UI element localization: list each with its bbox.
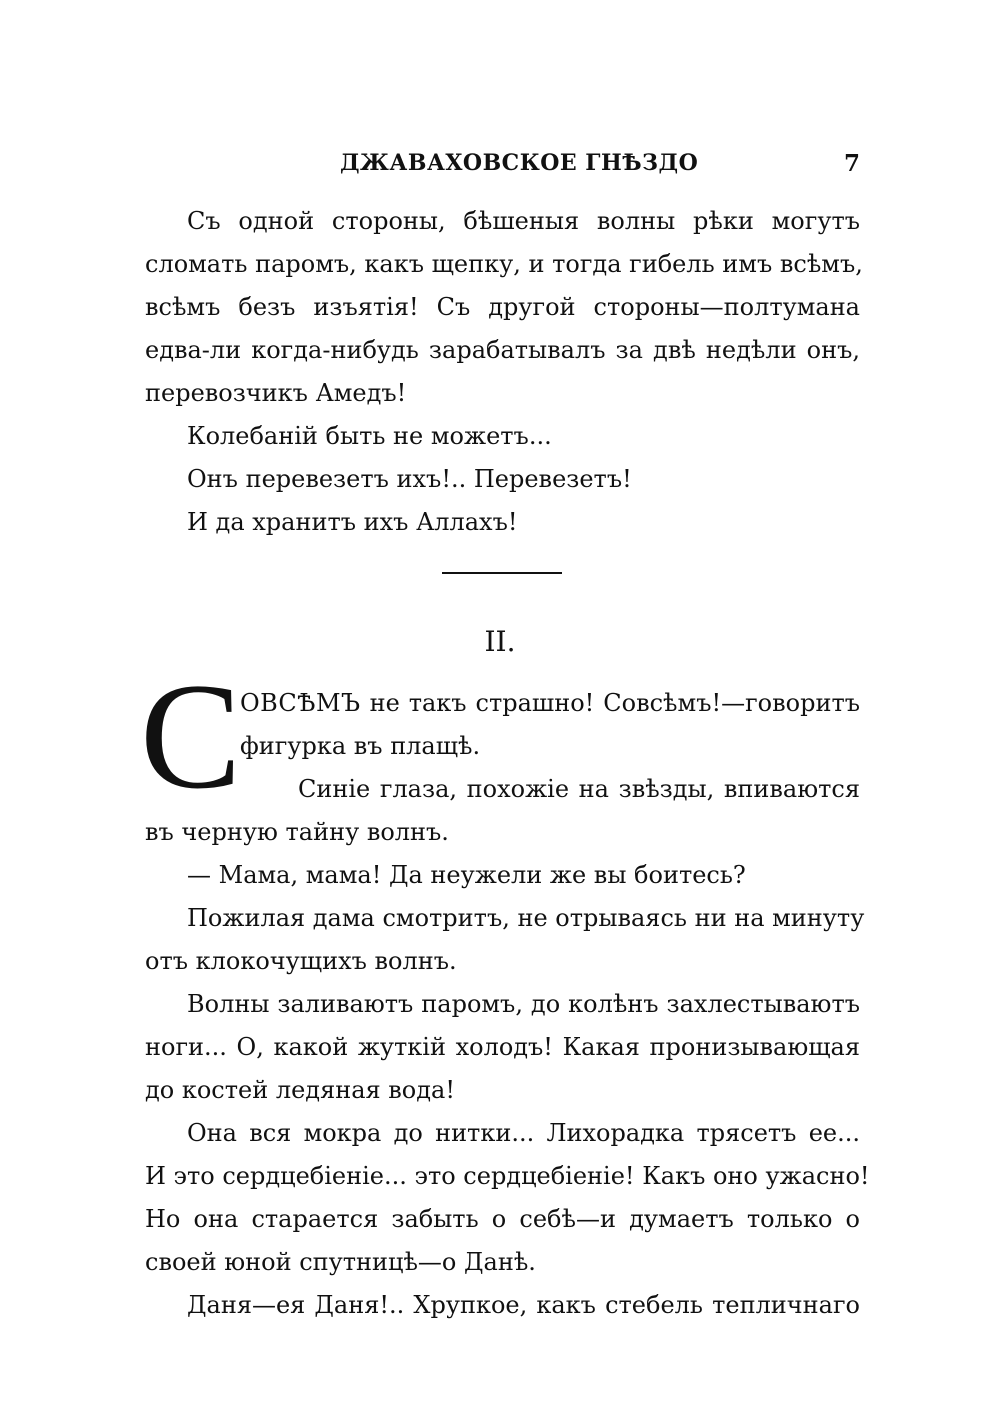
page-number: 7 — [843, 150, 860, 177]
text-line: въ черную тайну волнъ. — [145, 818, 449, 846]
section-1-text — [145, 200, 863, 544]
text-line: И да хранитъ ихъ Аллахъ! — [187, 508, 518, 536]
chapter-text — [145, 682, 870, 1327]
drop-cap: С — [140, 652, 242, 820]
text-line: перевозчикъ Амедъ! — [145, 379, 407, 407]
text-line: ноги... О, какой жуткій холодъ! Какая пронизывающая — [145, 1033, 860, 1061]
text-line: Она вся мокра до нитки... Лихорадка трясетъ ее... — [187, 1119, 860, 1147]
text-line: — Мама, мама! Да неужели же вы боитесь? — [187, 861, 746, 889]
text-line: едва-ли когда-нибудь зарабатывалъ за двѣ недѣли онъ, — [145, 336, 860, 364]
text-line: Колебаній быть не можетъ... — [187, 422, 552, 450]
text-line: Онъ перевезетъ ихъ!.. Перевезетъ! — [187, 465, 632, 493]
text-line: И это сердцебіеніе... это сердцебіеніе! Какъ оно ужасно! — [145, 1162, 870, 1190]
chapter-number: II. — [484, 625, 516, 658]
page-header — [145, 150, 860, 180]
section-divider — [442, 572, 562, 574]
text-line — [145, 682, 860, 725]
text-line: Волны заливаютъ паромъ, до колѣнъ захлестываютъ — [187, 990, 860, 1018]
text-line: всѣмъ безъ изъятія! Съ другой стороны—полтумана — [145, 293, 860, 321]
running-head: ДЖАВАХОВСКОЕ ГНѢЗДО — [340, 150, 699, 176]
text-line: Синіе глаза, похожіе на звѣзды, впиваются — [298, 775, 860, 803]
text-line: Съ одной стороны, бѣшеныя волны рѣки могутъ — [187, 207, 860, 235]
text-line: сломать паромъ, какъ щепку, и тогда гибель имъ всѣмъ, — [145, 250, 863, 278]
text-line: до костей ледяная вода! — [145, 1076, 455, 1104]
text-line: фигурка въ плащѣ. — [240, 732, 481, 760]
text-line-rest: не такъ страшно! Совсѣмъ!—говоритъ — [360, 689, 860, 717]
text-line: Но она старается забыть о себѣ—и думаетъ только о — [145, 1205, 860, 1233]
text-line: Пожилая дама смотритъ, не отрываясь ни на минуту — [187, 904, 865, 932]
text-line: своей юной спутницѣ—о Данѣ. — [145, 1248, 536, 1276]
text-line: отъ клокочущихъ волнъ. — [145, 947, 457, 975]
text-line: Даня—ея Даня!.. Хрупкое, какъ стебель тепличнаго — [187, 1291, 860, 1319]
first-word: ОВСѢМЪ — [240, 689, 361, 717]
